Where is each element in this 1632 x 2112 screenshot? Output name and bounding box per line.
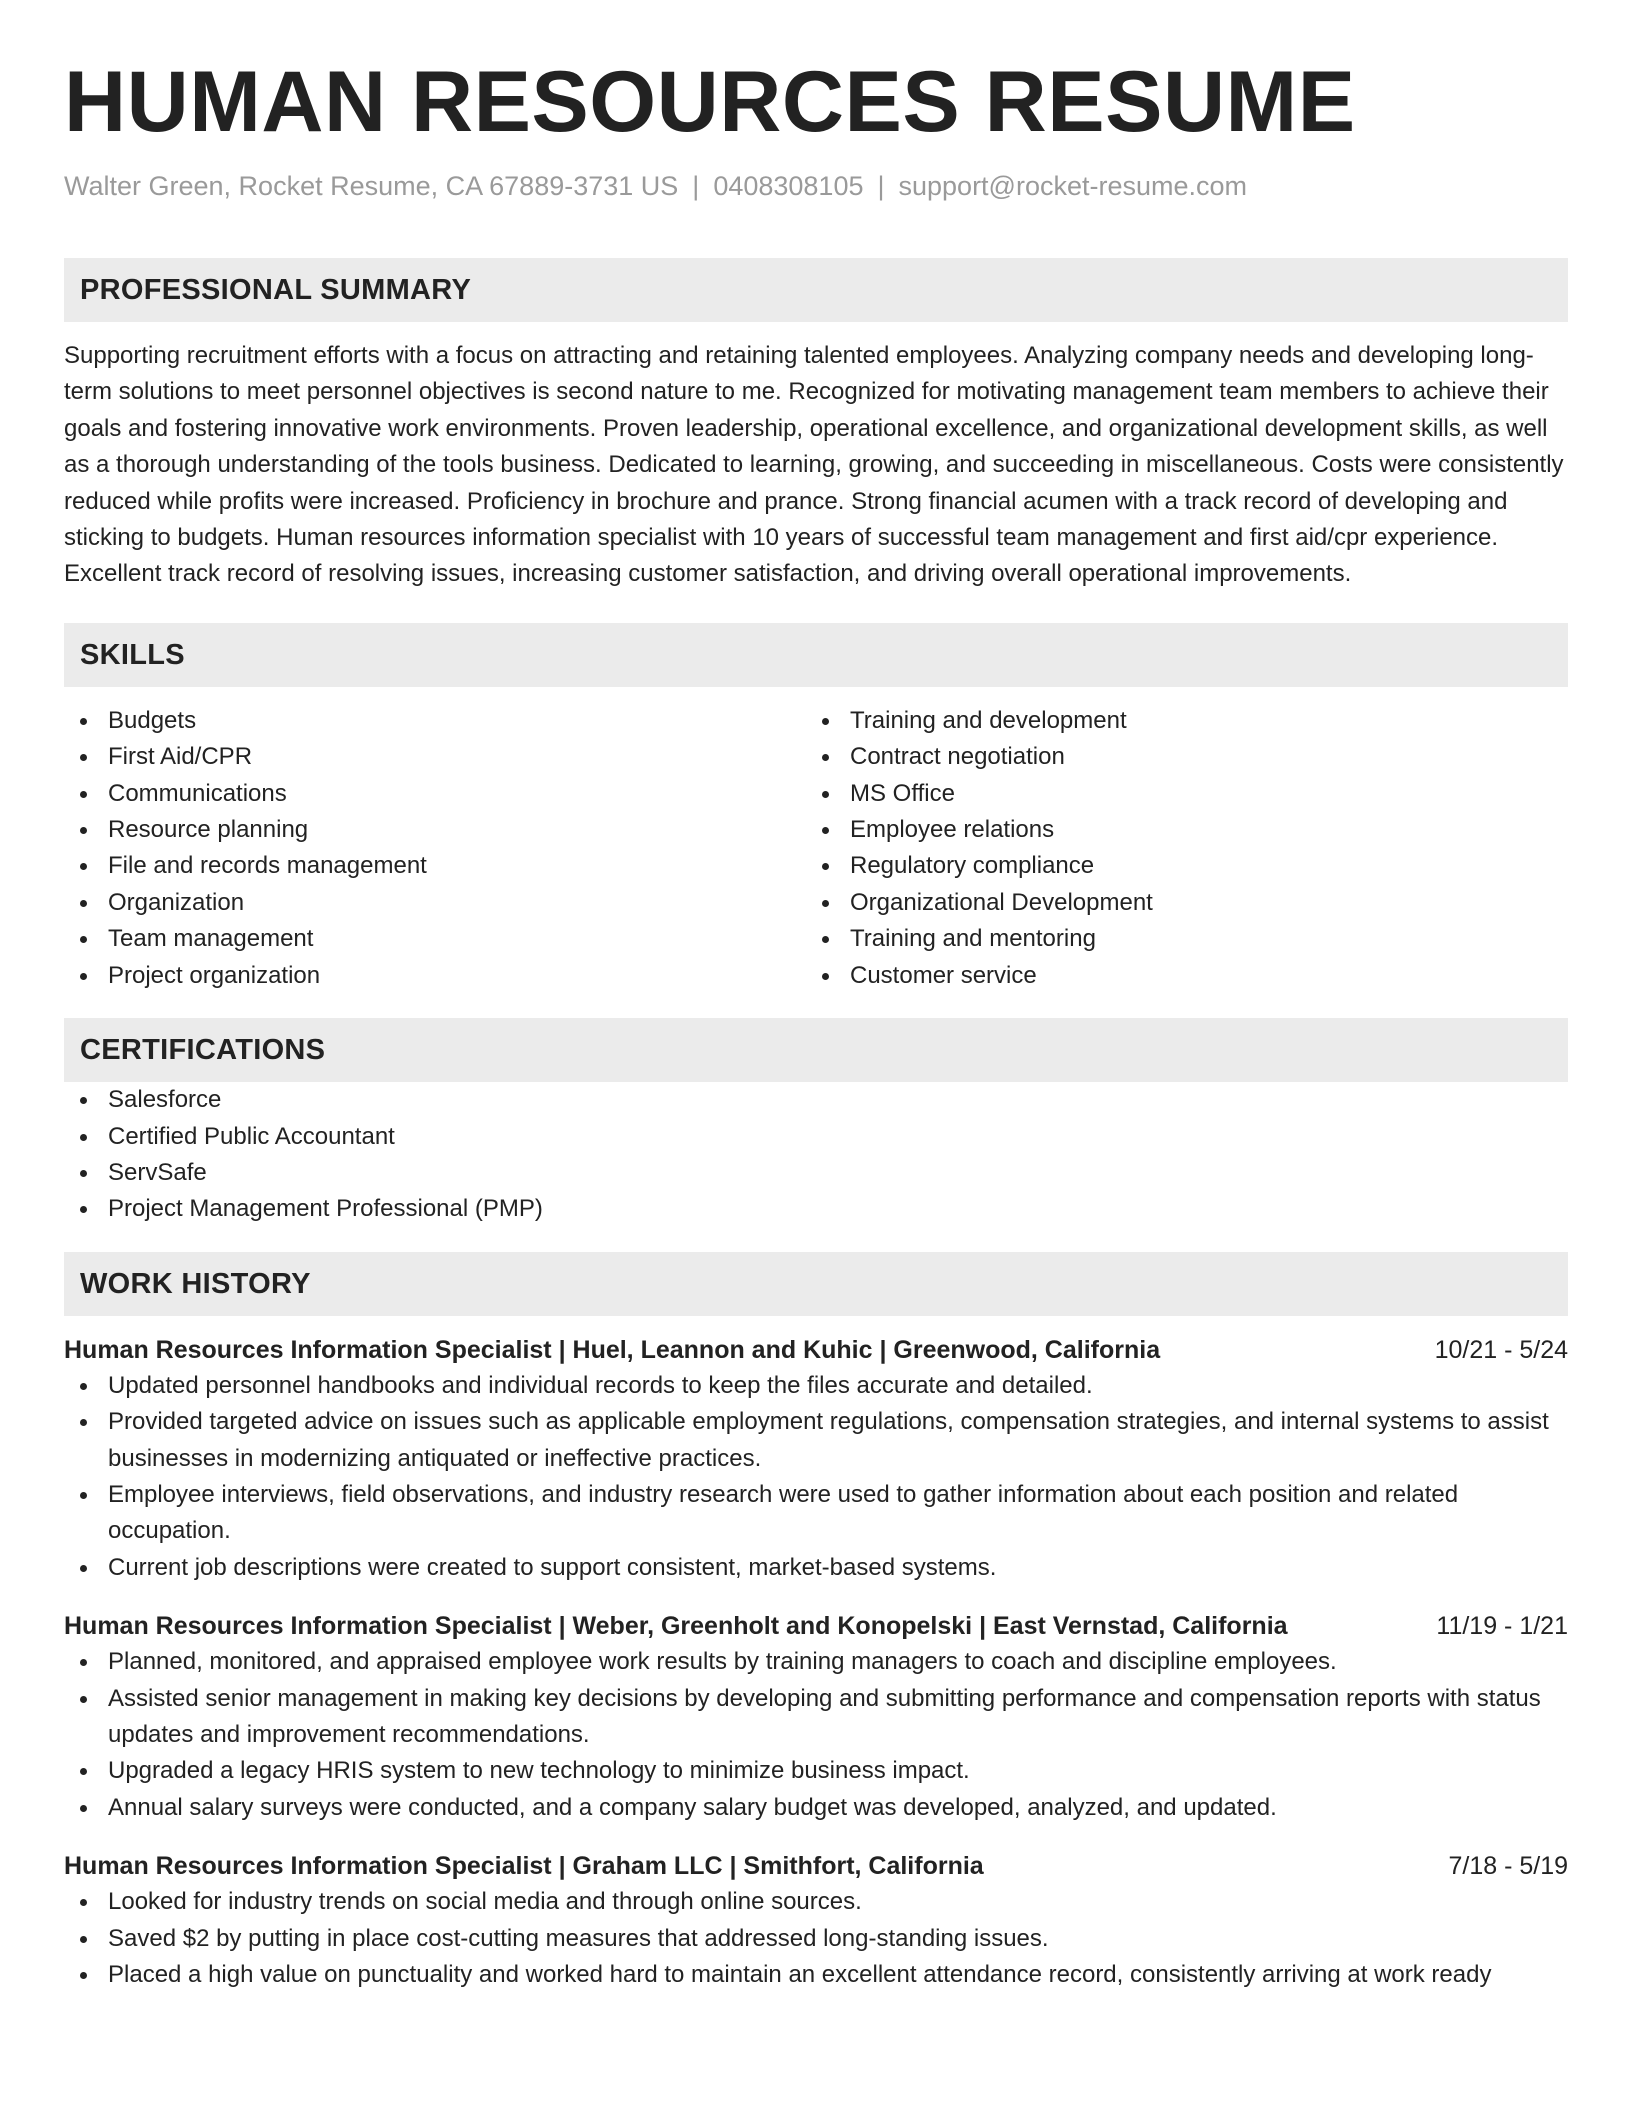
skills-list-left [64, 703, 806, 994]
skill-item: Budgets [64, 703, 806, 739]
certification-item: Certified Public Accountant [64, 1119, 1568, 1155]
skill-item: Resource planning [64, 812, 806, 848]
professional-summary-text: Supporting recruitment efforts with a focus on attracting and retaining talented employees. Analyzing company needs and developing long-term solutions to meet personnel objectives is second nature to me. Recognized for motivating management team members to achieve their goals and fostering innovative work environments. Proven leadership, operational excellence, and organizational development skills, as well as a thorough understanding of the tools business. Dedicated to learning, growing, and succeeding in miscellaneous. Costs were consistently reduced while profits were increased. Proficiency in brochure and prance. Strong financial acumen with a track record of developing and sticking to budgets. Human resources information specialist with 10 years of successful team management and first aid/cpr experience. Excellent track record of resolving issues, increasing customer satisfaction, and driving overall operational improvements. [64, 342, 1564, 588]
skills-columns [64, 703, 1568, 994]
skill-item: Training and development [806, 703, 1548, 739]
job-bullet: Employee interviews, field observations, and industry research were used to gather information about each position and related occupation. [64, 1477, 1568, 1550]
certification-item: Project Management Professional (PMP) [64, 1191, 1568, 1227]
job-bullet: Assisted senior management in making key decisions by developing and submitting performance and compensation reports with status updates and improvement recommendations. [64, 1681, 1568, 1754]
skill-item: Team management [64, 921, 806, 957]
resume-page [64, 52, 1568, 1993]
job-title-line: Human Resources Information Specialist | Weber, Greenholt and Konopelski | East Vernstad, California [64, 1612, 1288, 1641]
job-bullet: Annual salary surveys were conducted, and a company salary budget was developed, analyzed, and updated. [64, 1790, 1568, 1826]
job-bullet: Provided targeted advice on issues such as applicable employment regulations, compensation strategies, and internal systems to assist businesses in modernizing antiquated or ineffective practices. [64, 1404, 1568, 1477]
contact-separator: | [877, 171, 885, 201]
job-title-line: Human Resources Information Specialist | Graham LLC | Smithfort, California [64, 1852, 984, 1881]
skill-item: Organizational Development [806, 885, 1548, 921]
skill-item: First Aid/CPR [64, 739, 806, 775]
resume-title: HUMAN RESOURCES RESUME [64, 54, 1356, 150]
job-bullet: Saved $2 by putting in place cost-cutting measures that addressed long-standing issues. [64, 1921, 1568, 1957]
job-entry [64, 1848, 1568, 1993]
contact-line [64, 168, 1568, 204]
section-heading-work-history: WORK HISTORY [64, 1252, 1568, 1316]
job-entry [64, 1608, 1568, 1826]
job-bullet-list [64, 1644, 1568, 1826]
skill-item: Project organization [64, 958, 806, 994]
job-dates: 7/18 - 5/19 [1448, 1852, 1568, 1881]
job-title-line: Human Resources Information Specialist | Huel, Leannon and Kuhic | Greenwood, California [64, 1335, 1161, 1364]
skill-item: Contract negotiation [806, 739, 1548, 775]
contact-email[interactable]: support@rocket-resume.com [898, 171, 1248, 201]
skill-item: File and records management [64, 848, 806, 884]
job-header [64, 1848, 1568, 1884]
skills-list-right [806, 703, 1548, 994]
skills-column-right [806, 703, 1548, 994]
skill-item: Training and mentoring [806, 921, 1548, 957]
skill-item: Employee relations [806, 812, 1548, 848]
skill-item: Organization [64, 885, 806, 921]
job-dates: 10/21 - 5/24 [1434, 1335, 1568, 1364]
job-bullet-list [64, 1884, 1568, 1993]
skill-item: MS Office [806, 776, 1548, 812]
certification-item: Salesforce [64, 1082, 1568, 1118]
job-bullet: Updated personnel handbooks and individual records to keep the files accurate and detailed. [64, 1368, 1568, 1404]
skill-item: Communications [64, 776, 806, 812]
job-bullet: Current job descriptions were created to support consistent, market-based systems. [64, 1550, 1568, 1586]
section-heading-certifications: CERTIFICATIONS [64, 1018, 1568, 1082]
job-entry [64, 1332, 1568, 1586]
skills-column-left [64, 703, 806, 994]
job-dates: 11/19 - 1/21 [1436, 1612, 1568, 1641]
job-bullet: Placed a high value on punctuality and worked hard to maintain an excellent attendance record, consistently arriving at work ready [64, 1957, 1568, 1993]
job-bullet-list [64, 1368, 1568, 1586]
job-bullet: Upgraded a legacy HRIS system to new technology to minimize business impact. [64, 1753, 1568, 1789]
skill-item: Customer service [806, 958, 1548, 994]
contact-separator: | [692, 171, 700, 201]
job-header [64, 1332, 1568, 1368]
section-heading-skills: SKILLS [64, 623, 1568, 687]
job-header [64, 1608, 1568, 1644]
contact-address: Walter Green, Rocket Resume, CA 67889-3731 US [64, 171, 679, 201]
certifications-list [64, 1082, 1568, 1228]
skill-item: Regulatory compliance [806, 848, 1548, 884]
contact-phone: 0408308105 [713, 171, 864, 201]
job-bullet: Looked for industry trends on social media and through online sources. [64, 1884, 1568, 1920]
section-heading-professional-summary: PROFESSIONAL SUMMARY [64, 258, 1568, 322]
job-bullet: Planned, monitored, and appraised employee work results by training managers to coach and discipline employees. [64, 1644, 1568, 1680]
certification-item: ServSafe [64, 1155, 1568, 1191]
